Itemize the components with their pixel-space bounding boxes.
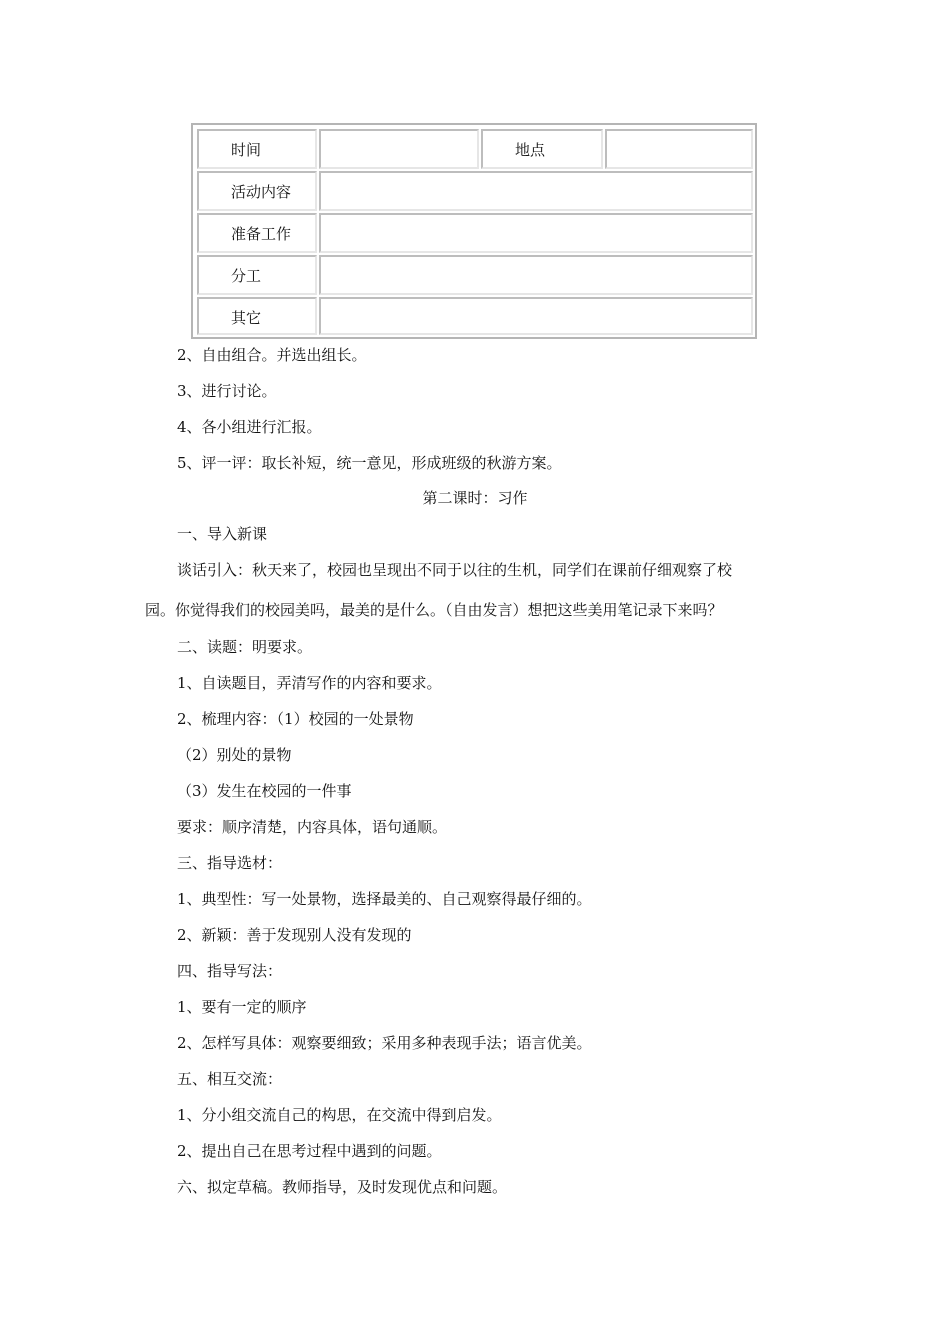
cell-place-label xyxy=(481,129,603,169)
paragraph-line: 谈话引入：秋天来了，校园也呈现出不同于以往的生机，同学们在课前仔细观察了校 xyxy=(177,561,733,579)
list-item: 2、梳理内容：（1）校园的一处景物 xyxy=(177,710,414,728)
time-label: 时间 xyxy=(231,141,262,159)
section-heading: 六、拟定草稿。教师指导，及时发现优点和问题。 xyxy=(177,1178,508,1196)
cell-time-value xyxy=(319,129,479,169)
requirement-line: 要求：顺序清楚，内容具体，语句通顺。 xyxy=(177,818,448,836)
list-item: 2、新颖：善于发现别人没有发现的 xyxy=(177,926,412,944)
list-item: （2）别处的景物 xyxy=(177,746,292,764)
section-heading: 三、指导选材： xyxy=(177,854,283,872)
list-item: 2、怎样写具体：观察要细致；采用多种表现手法；语言优美。 xyxy=(177,1034,592,1052)
section-heading: 四、指导写法： xyxy=(177,962,283,980)
cell-prep-value xyxy=(319,213,753,253)
step-4-line: 4、各小组进行汇报。 xyxy=(177,418,322,436)
step-3-line: 3、进行讨论。 xyxy=(177,382,277,400)
activity-plan-table xyxy=(191,123,757,339)
step-2-line: 2、自由组合。并选出组长。 xyxy=(177,346,367,364)
list-item: 1、要有一定的顺序 xyxy=(177,998,307,1016)
place-label: 地点 xyxy=(515,141,546,159)
cell-place-value xyxy=(605,129,753,169)
section-heading: 一、导入新课 xyxy=(177,525,268,543)
step-5-line: 5、评一评：取长补短，统一意见，形成班级的秋游方案。 xyxy=(177,454,562,472)
cell-division-value xyxy=(319,255,753,295)
cell-time-label xyxy=(197,129,317,169)
list-item: （3）发生在校园的一件事 xyxy=(177,782,352,800)
section-heading: 二、读题：明要求。 xyxy=(177,638,313,656)
cell-prep-label xyxy=(197,213,317,253)
lesson-heading: 第二课时：习作 xyxy=(422,489,528,507)
list-item: 1、典型性：写一处景物，选择最美的、自己观察得最仔细的。 xyxy=(177,890,592,908)
section-heading: 五、相互交流： xyxy=(177,1070,283,1088)
list-item: 1、分小组交流自己的构思，在交流中得到启发。 xyxy=(177,1106,502,1124)
content-label: 活动内容 xyxy=(231,183,292,201)
prep-label: 准备工作 xyxy=(231,225,292,243)
cell-division-label xyxy=(197,255,317,295)
cell-other-label xyxy=(197,297,317,335)
cell-content-label xyxy=(197,171,317,211)
list-item: 1、自读题目，弄清写作的内容和要求。 xyxy=(177,674,442,692)
paragraph-line: 园。你觉得我们的校园美吗，最美的是什么。（自由发言）想把这些美用笔记录下来吗？ xyxy=(145,601,723,619)
division-label: 分工 xyxy=(231,267,262,285)
cell-other-value xyxy=(319,297,753,335)
cell-content-value xyxy=(319,171,753,211)
list-item: 2、提出自己在思考过程中遇到的问题。 xyxy=(177,1142,442,1160)
other-label: 其它 xyxy=(231,309,262,327)
